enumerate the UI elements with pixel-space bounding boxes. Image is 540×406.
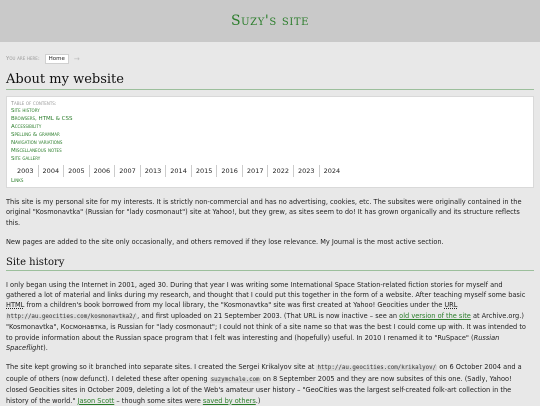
text-run: at Archive.org.) "Kosmonavtka", Космонавтка, is Russian for "lady cosmonaut"; I could not think of a site name so that was the best I could come up with. It was intended to to provide information about the Russian space program that I felt was interesting and (hopefully) useful. In 2010 I renamed it to "RuSpace" ( (6, 311, 526, 342)
toc-year-link[interactable]: 2016 (216, 165, 242, 177)
text-run: ). (43, 344, 48, 353)
toc-list (11, 107, 529, 163)
site-header (0, 0, 540, 42)
italic-text: Russian Spaceflight (6, 333, 500, 353)
html-abbr: HTML (6, 301, 25, 310)
toc-year-link[interactable]: 2023 (293, 165, 319, 177)
toc-year-link[interactable]: 2015 (191, 165, 217, 177)
toc-link-spelling[interactable]: Spelling & grammar (11, 132, 60, 138)
breadcrumb-label: You are here: (6, 56, 40, 62)
text-run: I only began using the Internet in 2001, aged 30. During that year I was writing some International Space Station-related fiction stories for myself and gathered a lot of material and links during my research, and thought that I could put this together in the form of a website. After teaching myself some basic (6, 280, 526, 300)
history-paragraph-2 (6, 362, 534, 406)
toc-year-link[interactable]: 2005 (63, 165, 89, 177)
toc-link-site-history[interactable]: Site history (11, 108, 40, 114)
text-run: on 6 October 2004 and a couple of others (now defunct). I deleted these after opening (6, 363, 522, 383)
page-title: About my website (6, 72, 534, 90)
toc-link-browsers[interactable]: Browsers, HTML & CSS (11, 116, 73, 122)
intro-paragraph-2: New pages are added to the site only occasionally, and others removed if they lose relevance. My Journal is the most active section. (6, 238, 444, 247)
krikalyov-url: http://au.geocities.com/krikalyov/ (317, 365, 437, 372)
toc-year-link[interactable]: 2003 (17, 167, 34, 175)
breadcrumb (6, 52, 534, 66)
toc-link-accessibility[interactable]: Accessibility (11, 124, 42, 130)
breadcrumb-home-link[interactable]: Home (45, 54, 69, 64)
toc-link-navigation[interactable]: Navigation variations (11, 140, 63, 146)
toc-year-link[interactable]: 2024 (319, 165, 345, 177)
text-run: from a children's book borrowed from my local library, the "Kosmonavtka" site was first created at Yahoo! Geocities under the (24, 301, 445, 310)
toc-year-link[interactable]: 2017 (242, 165, 268, 177)
text-run: – though some sites were (114, 396, 203, 405)
toc-years (11, 165, 529, 177)
toc-year-link[interactable]: 2007 (114, 165, 140, 177)
intro-paragraph-1: This site is my personal site for my interests. It is strictly non-commercial and has no advertising, cookies, etc. The subsites were originally contained in the original "Kosmonavtka" (Russian for "lady cosmonaut") site at Yahoo!, but they grew, as sites seem to do! It has grown organically and its structure reflects this. (6, 198, 522, 227)
text-run: The site kept growing so it branched into separate sites. I created the Sergei Krikalyov site at (6, 363, 317, 372)
old-version-link[interactable]: old version of the site (399, 311, 471, 320)
history-paragraph-1 (6, 280, 534, 354)
toc-year-link[interactable]: 2006 (89, 165, 115, 177)
saved-by-others-link[interactable]: saved by others (202, 396, 256, 405)
url-abbr: URL (444, 301, 458, 310)
table-of-contents (6, 96, 534, 188)
jason-scott-link[interactable]: Jason Scott (77, 396, 115, 405)
section-title-site-history: Site history (6, 257, 534, 271)
site-domain: suzymchale.com (210, 376, 260, 383)
toc-year-link[interactable]: 2004 (38, 165, 64, 177)
toc-link-links[interactable]: Links (11, 178, 24, 184)
page-content (0, 52, 540, 406)
text-run: , and first uploaded on 21 September 2003. (That URL is now inactive – see an (137, 311, 400, 320)
toc-link-gallery[interactable]: Site gallery (11, 156, 41, 162)
toc-heading: Table of contents: (11, 101, 57, 107)
toc-year-link[interactable]: 2013 (140, 165, 166, 177)
toc-year-link[interactable]: 2014 (165, 165, 191, 177)
text-run: on 8 September 2005 and they are now subsites of this one. (Sadly, Yahoo! closed Geocities sites in October 2009, deleting a lot of the Web's amateur user history – "GeoCities was the largest self-created folk-art collection in the history of the world." (6, 374, 512, 405)
geocities-url: http://au.geocities.com/kosmonavtka2/ (7, 313, 137, 320)
arrow-right-icon: → (73, 55, 80, 63)
site-title[interactable]: Suzy's site (230, 13, 310, 29)
text-run: .) (255, 396, 261, 405)
toc-link-misc[interactable]: Miscellaneous notes (11, 148, 62, 154)
toc-year-link[interactable]: 2022 (267, 165, 293, 177)
